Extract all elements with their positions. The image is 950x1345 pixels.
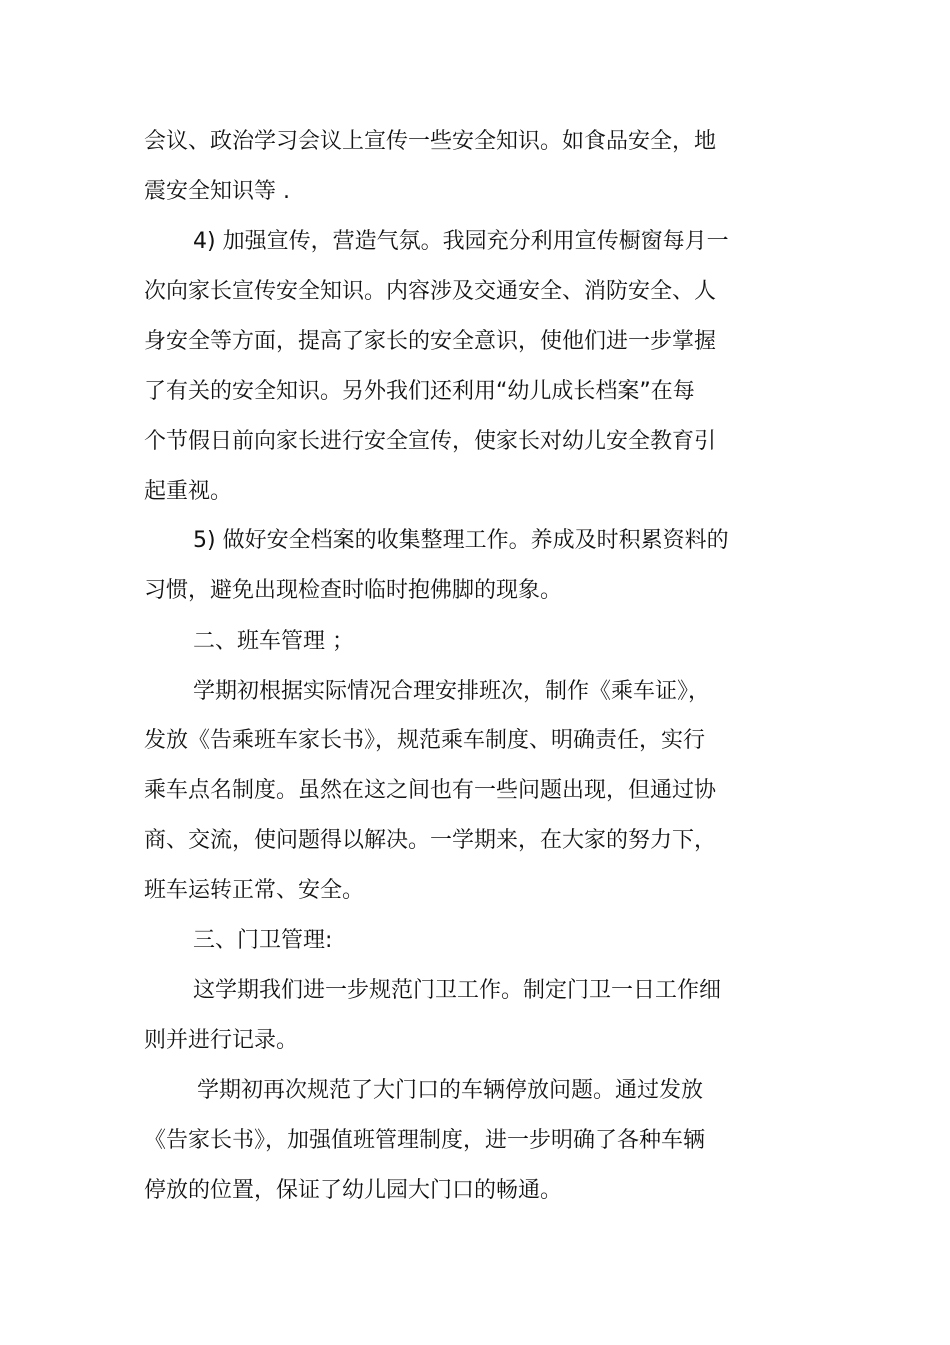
text-line: 习惯，避免出现检查时临时抱佛脚的现象。 xyxy=(144,578,563,603)
text-line: 班车运转正常、安全。 xyxy=(144,878,365,903)
text-line: 5) 做好安全档案的收集整理工作。养成及时积累资料的 xyxy=(193,528,729,553)
text-line: 学期初再次规范了大门口的车辆停放问题。通过发放 xyxy=(197,1078,704,1103)
text-line: 这学期我们进一步规范门卫工作。制定门卫一日工作细 xyxy=(193,978,722,1003)
text-line: 商、交流，使问题得以解决。一学期来，在大家的努力下， xyxy=(144,828,717,853)
section-heading: 二、班车管理 ； xyxy=(193,629,354,654)
text-line: 4) 加强宣传，营造气氛。我园充分利用宣传橱窗每月一 xyxy=(193,229,729,254)
text-line: 乘车点名制度。虽然在这之间也有一些问题出现，但通过协 xyxy=(144,778,717,803)
text-line: 次向家长宣传安全知识。内容涉及交通安全、消防安全、人 xyxy=(144,279,717,304)
section-heading: 三、门卫管理: xyxy=(193,928,333,953)
text-line: 发放《告乘班车家长书》，规范乘车制度、明确责任，实行 xyxy=(144,728,706,753)
text-line: 会议、政治学习会议上宣传一些安全知识。如食品安全，地 xyxy=(144,129,717,154)
text-line: 震安全知识等 . xyxy=(144,179,290,204)
text-line: 了有关的安全知识。另外我们还利用“幼儿成长档案”在每 xyxy=(144,379,695,404)
text-line: 学期初根据实际情况合理安排班次，制作《乘车证》， xyxy=(193,679,711,704)
text-line: 则并进行记录。 xyxy=(144,1028,299,1053)
text-line: 个节假日前向家长进行安全宣传，使家长对幼儿安全教育引 xyxy=(144,429,717,454)
text-line: 停放的位置，保证了幼儿园大门口的畅通。 xyxy=(144,1178,563,1203)
text-line: 《告家长书》，加强值班管理制度，进一步明确了各种车辆 xyxy=(144,1128,706,1153)
text-line: 起重视。 xyxy=(144,479,233,504)
text-line: 身安全等方面，提高了家长的安全意识，使他们进一步掌握 xyxy=(144,329,717,354)
